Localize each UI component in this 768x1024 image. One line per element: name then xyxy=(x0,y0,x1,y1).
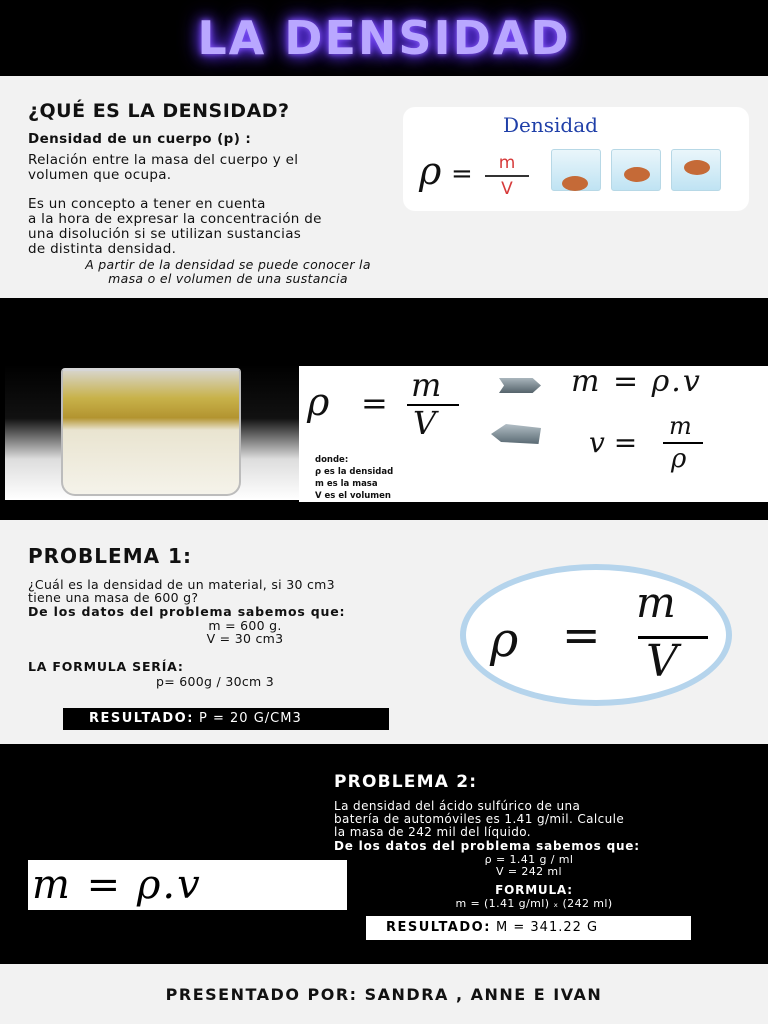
p2-question-line-2: batería de automóviles es 1.41 g/mil. Calcule xyxy=(334,812,625,826)
fraction-bar xyxy=(485,175,529,177)
problem-1-section xyxy=(0,520,768,744)
donde-rho: ρ es la densidad xyxy=(315,467,394,477)
ellipse-rho: ρ xyxy=(490,612,519,668)
p1-formula-heading: LA FORMULA SERÍA: xyxy=(28,659,184,674)
card-numerator: m xyxy=(498,153,516,173)
formula-v-denominator: ρ xyxy=(671,444,687,474)
ellipse-V: V xyxy=(646,636,678,687)
beaker-liquid-layers-icon xyxy=(61,368,241,496)
p2-data-v: V = 242 ml xyxy=(496,865,562,878)
density-illustration-card xyxy=(403,107,749,211)
intro-section xyxy=(0,76,768,298)
p2-formula: m = (1.41 g/ml) ₓ (242 ml) xyxy=(455,897,613,910)
problem-2-title: PROBLEMA 2: xyxy=(334,772,478,792)
arrow-down-icon xyxy=(491,424,541,444)
beaker-photo xyxy=(5,364,300,500)
formula-m-equation: m = ρ.v xyxy=(571,364,702,399)
concept-line-4: de distinta densidad. xyxy=(28,241,177,257)
p2-result-bar xyxy=(366,916,691,940)
concept-line-2: a la hora de expresar la concentración de xyxy=(28,211,322,227)
page-title: LA DENSIDAD xyxy=(197,11,571,65)
header-banner xyxy=(0,0,768,76)
p1-result-bar xyxy=(63,708,389,730)
italic-note-line-2: masa o el volumen de una sustancia xyxy=(108,271,348,286)
donde-m: m es la masa xyxy=(315,479,378,489)
p1-formula: p= 600g / 30cm 3 xyxy=(156,674,275,689)
formula-box xyxy=(299,366,768,502)
p2-data-rho: ρ = 1.41 g / ml xyxy=(484,853,574,866)
card-fraction xyxy=(485,153,529,199)
formula-section xyxy=(0,298,768,520)
formula-v-numerator: m xyxy=(669,412,692,440)
p2-question-line-1: La densidad del ácido sulfúrico de una xyxy=(334,799,581,813)
p1-result-label: RESULTADO: xyxy=(89,711,194,726)
mass-formula-image: m = ρ.v xyxy=(28,860,347,910)
card-title: Densidad xyxy=(503,113,598,137)
formula-equals: = xyxy=(361,384,388,422)
problem-1-title: PROBLEMA 1: xyxy=(28,544,192,568)
beaker-egg-sinking-icon xyxy=(551,149,601,191)
card-equals: = xyxy=(451,159,473,189)
card-denominator: V xyxy=(501,179,513,199)
p1-data-heading: De los datos del problema sabemos que: xyxy=(28,604,346,619)
legend-donde xyxy=(315,454,393,502)
p1-result-value: P = 20 G/CM3 xyxy=(193,711,302,726)
credits: PRESENTADO POR: SANDRA , ANNE E IVAN xyxy=(165,984,603,1004)
p1-question-line-2: tiene una masa de 600 g? xyxy=(28,590,199,605)
concept-line-1: Es un concepto a tener en cuenta xyxy=(28,196,266,212)
density-formula-ellipse xyxy=(460,564,732,706)
italic-note-line-1: A partir de la densidad se puede conocer la xyxy=(85,257,371,272)
footer xyxy=(0,964,768,1024)
card-rho-symbol: ρ xyxy=(419,149,442,193)
beaker-egg-floating-middle-icon xyxy=(611,149,661,191)
p2-data-heading: De los datos del problema sabemos que: xyxy=(334,839,640,853)
ellipse-m: m xyxy=(636,578,676,627)
p1-data-m: m = 600 g. xyxy=(208,618,282,633)
concept-line-3: una disolución si se utilizan sustancias xyxy=(28,226,302,242)
beaker-egg-floating-top-icon xyxy=(671,149,721,191)
formula-rho: ρ xyxy=(307,380,330,424)
problem-2-section xyxy=(0,744,768,964)
formula-v-left: v = xyxy=(589,426,638,459)
formula-V: V xyxy=(413,404,437,442)
p2-formula-heading: FORMULA: xyxy=(495,883,573,897)
p2-result-value: M = 341.22 G xyxy=(490,920,599,935)
p2-result-label: RESULTADO: xyxy=(386,920,491,935)
intro-question: ¿QUÉ ES LA DENSIDAD? xyxy=(28,100,290,122)
definition-line-2: volumen que ocupa. xyxy=(28,167,172,183)
arrow-right-icon xyxy=(499,378,541,393)
intro-subtitle: Densidad de un cuerpo (p) : xyxy=(28,131,252,147)
p1-question-line-1: ¿Cuál es la densidad de un material, si 30 cm3 xyxy=(28,577,335,592)
formula-m: m xyxy=(411,366,442,404)
p2-question-line-3: la masa de 242 mil del líquido. xyxy=(334,825,532,839)
p1-data-v: V = 30 cm3 xyxy=(206,631,284,646)
definition-line-1: Relación entre la masa del cuerpo y el xyxy=(28,152,299,168)
ellipse-equals: = xyxy=(562,608,601,662)
donde-v: V es el volumen xyxy=(315,491,391,501)
donde-title: donde: xyxy=(315,455,349,465)
